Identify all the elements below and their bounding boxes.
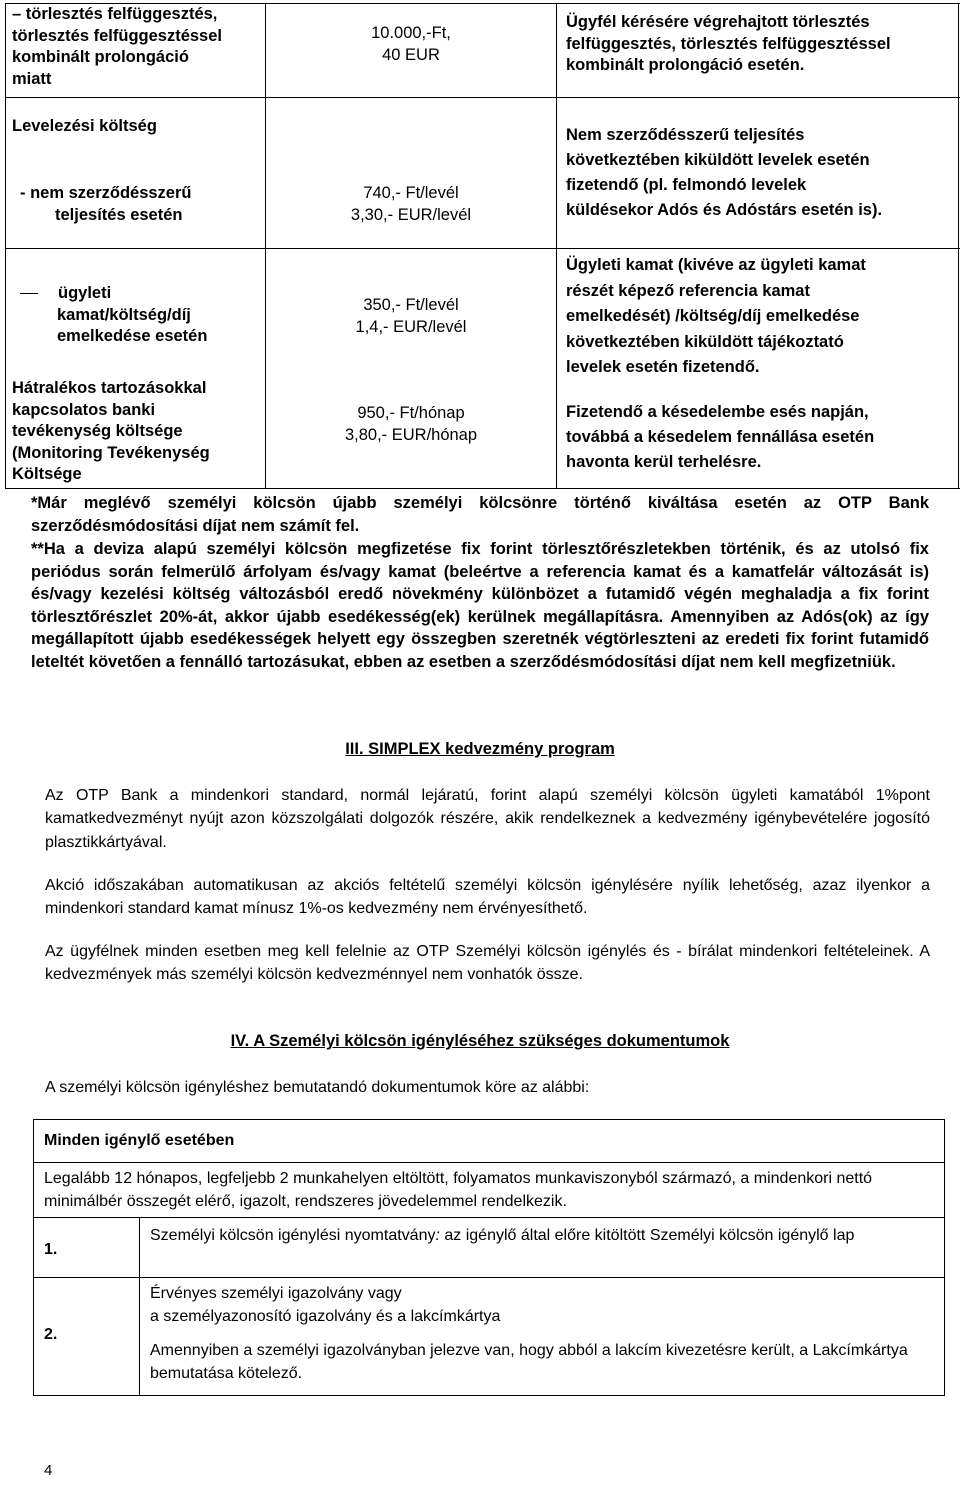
row-label: – törlesztés felfüggesztés, törlesztés felfüggesztéssel kombinált prolongáció miatt <box>12 5 222 88</box>
row-description: Ügyfél kérésére végrehajtott törlesztés felfüggesztés, törlesztés felfüggesztéssel kombinált prolongáció esetén. <box>566 13 891 74</box>
row-description: Nem szerződésszerű teljesítés következtében kiküldött levelek esetén fizetendő (pl. felmondó levelek küldésekor Adós és Adóstárs esetén is). <box>566 126 883 219</box>
row-description: Ügyleti kamat (kivéve az ügyleti kamat részét képező referencia kamat emelkedését) /költség/díj emelkedése következtében kiküldött tájékoztató levelek esetén fizetendő. <box>566 256 866 376</box>
row-label: Hátralékos tartozásokkal kapcsolatos banki tevékenység költsége (Monitoring Tevékenység Költsége <box>12 379 210 483</box>
item-number: 1. <box>44 1241 58 1258</box>
item-number: 2. <box>44 1326 58 1343</box>
item-text: Érvényes személyi igazolvány vagy a személyazonosító igazolvány és a lakcímkártya <box>150 1285 501 1325</box>
table-row-divider <box>5 248 960 249</box>
row-description: Fizetendő a késedelembe esés napján, továbbá a késedelem fennállása esetén havonta kerül terhelésre. <box>566 403 875 471</box>
table-row-divider <box>5 97 960 98</box>
row-label: - nem szerződésszerű teljesítés esetén <box>20 184 192 224</box>
page-number: 4 <box>44 1462 53 1479</box>
row-fee: 950,- Ft/hónap 3,80,- EUR/hónap <box>344 404 478 444</box>
paragraph: Az OTP Bank a mindenkori standard, normál lejáratú, forint alapú személyi kölcsön ügyleti kamatából 1%pont kamatkedvezményt nyújt azon közszolgálati dolgozók részére, akik rendelkeznek a kedvezmény igénybevételére jogosító plasztikkártyával. <box>45 787 930 851</box>
section-heading-documents: IV. A Személyi kölcsön igényléséhez szükséges dokumentumok <box>230 1032 730 1050</box>
item-text: Személyi kölcsön igénylési nyomtatvány: az igénylő által előre kitöltött Személyi kölcsön igénylő lap <box>150 1227 855 1244</box>
requirement-text: Legalább 12 hónapos, legfeljebb 2 munkahelyen eltöltött, folyamatos munkaviszonyból származó, a mindenkori nettó minimálbér összegét elérő, igazolt, rendszeres jövedelemmel rendelkezik. <box>44 1170 873 1210</box>
table-border-bottom <box>5 488 960 489</box>
row-fee: 740,- Ft/levél 3,30,- EUR/levél <box>350 184 472 224</box>
row-fee: 10.000,-Ft, 40 EUR <box>371 24 451 64</box>
row-fee: 350,- Ft/levél 1,4,- EUR/levél <box>355 296 467 336</box>
paragraph: A személyi kölcsön igényléshez bemutatandó dokumentumok köre az alábbi: <box>45 1079 590 1096</box>
paragraph: Az ügyfélnek minden esetben meg kell felelnie az OTP Személyi kölcsön igénylés és - bírálat mindenkori feltételeinek. A kedvezmények más személyi kölcsön kedvezménnyel nem vonhatók össze. <box>45 943 930 984</box>
table-column-divider <box>556 3 557 488</box>
dash-bullet <box>20 293 38 294</box>
table-border-left <box>5 3 6 488</box>
row-title: Levelezési költség <box>12 117 157 135</box>
section-heading-simplex: III. SIMPLEX kedvezmény program <box>345 740 615 758</box>
table-border-right <box>958 3 959 488</box>
footnote-2: **Ha a deviza alapú személyi kölcsön megfizetése fix forint törlesztőrészletekben történik, és az utolsó fix periódus során felmerülő árfolyam és/vagy kamat (beleértve a referencia kamat és a kamatfelár változását is) és/vagy kezelési költség változásból eredő növekmény különbözet a futamidő végén meghaladja a fix forint törlesztőrészlet 20%-át, akkor újabb esedékesség(ek) kerülnek megállapításra. Amennyiben az Adós(ok) az így megállapított újabb esedékességek helyett egy összegben szeretnék végtörleszteni az eredeti fix forint futamidő leteltét követően a fennálló tartozásukat, ebben az esetben a szerződésmódosítási díjat nem kell megfizetniük. <box>31 540 929 671</box>
paragraph: Akció időszakában automatikusan az akciós feltételű személyi kölcsön igénylésére nyílik lehetőség, azaz ilyenkor a mindenkori standard kamat mínusz 1%-os kedvezmény nem érvényesíthető. <box>45 877 930 918</box>
footnote-1: *Már meglévő személyi kölcsön újabb személyi kölcsönre történő kiváltása esetén az OTP Bank szerződésmódosítási díjat nem számít fel. <box>31 494 929 535</box>
row-label: ügyleti kamat/költség/díj emelkedése esetén <box>20 283 260 348</box>
item-text: Amennyiben a személyi igazolványban jelezve van, hogy abból a lakcím kivezetésre került, a Lakcímkártya bemutatása kötelező. <box>150 1342 908 1382</box>
box-title: Minden igénylő esetében <box>44 1132 235 1149</box>
